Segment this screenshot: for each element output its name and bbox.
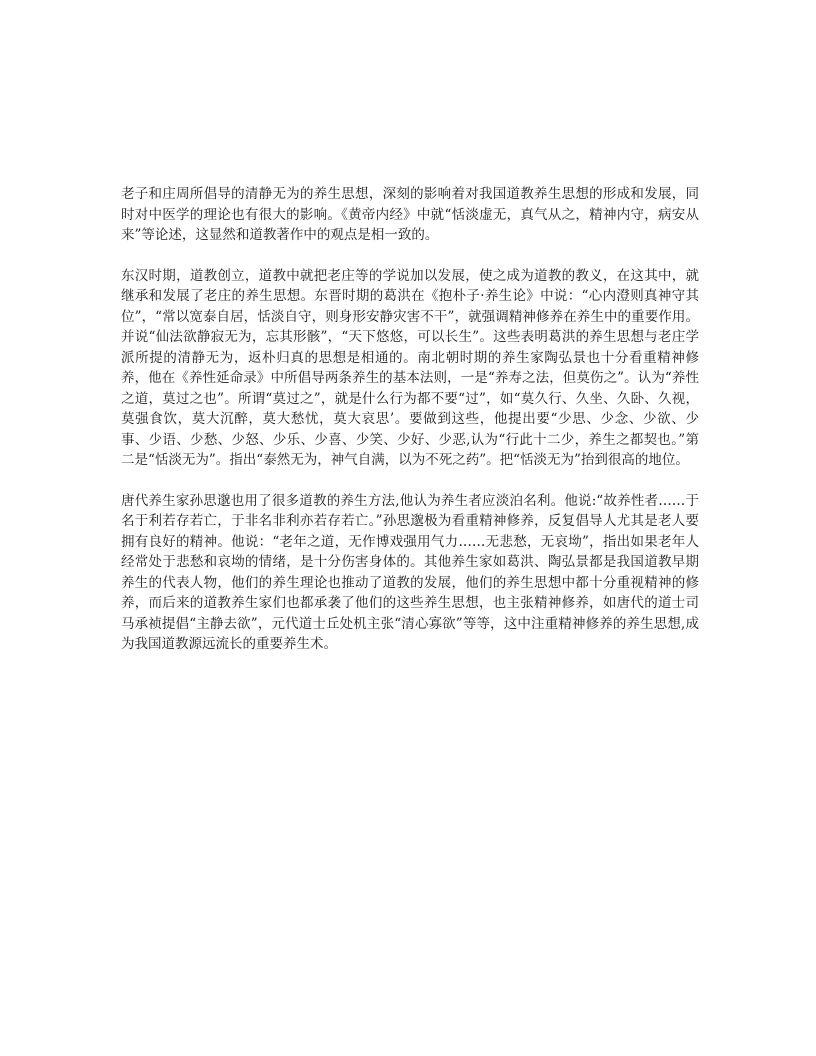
paragraph-laozhuang: 老子和庄周所倡导的清静无为的养生思想，深刻的影响着对我国道教养生思想的形成和发展，同时对中医学的理论也有很大的影响。《黄帝内经》中就“恬淡虚无，真气从之，精神内守，病安从来”等论述，这显然和道教著作中的观点是相一致的。 (121, 186, 699, 243)
document-body (121, 184, 699, 675)
paragraph-donghan: 东汉时期，道教创立，道教中就把老庄等的学说加以发展，使之成为道教的教义，在这其中，就继承和发展了老庄的养生思想。东晋时期的葛洪在《抱朴子·养生论》中说：“心内澄则真神守其位”，“常以宽泰自居，恬淡自守，则身形安静灾害不干”，就强调精神修养在养生中的重要作用。并说“仙法欲静寂无为，忘其形骸”，“天下悠悠，可以长生”。这些表明葛洪的养生思想与老庄学派所提的清静无为，返朴归真的思想是相通的。南北朝时期的养生家陶弘景也十分看重精神修养，他在《养性延命录》中所倡导两条养生的基本法则，一是“养寿之法，但莫伤之”。认为“养性之道，莫过之也”。所谓“莫过之”，就是什么行为都不要“过”，如“莫久行、久坐、久卧、久视，莫强食饮，莫大沉醉，莫大愁忧，莫大哀思’。要做到这些，他提出要“少思、少念、少欲、少事、少语、少愁、少怒、少乐、少喜、少笑、少好、少恶,认为“行此十二少，养生之都契也。”第二是“恬淡无为”。指出“泰然无为，神气自满，以为不死之药”。把“恬淡无为”抬到很高的地位。 (121, 267, 699, 468)
paragraph-tangdai: 唐代养生家孙思邈也用了很多道教的养生方法,他认为养生者应淡泊名利。他说:“故养性者……于名于利若存若亡，于非名非利亦若存若亡。”孙思邈极为看重精神修养，反复倡导人尤其是老人要拥有良好的精神。他说：“老年之道，无作博戏强用气力……无悲愁，无哀坳”，指出如果老年人经常处于悲愁和哀坳的情绪，是十分伤害身体的。其他养生家如葛洪、陶弘景都是我国道教早期养生的代表人物，他们的养生理论也推动了道教的发展，他们的养生思想中都十分重视精神的修养，而后来的道教养生家们也都承袭了他们的这些养生思想，也主张精神修养，如唐代的道士司马承祯提倡“主静去欲”，元代道士丘处机主张“清心寡欲”等等，这中注重精神修养的养生思想,成为我国道教源远流长的重要养生术。 (121, 492, 699, 652)
